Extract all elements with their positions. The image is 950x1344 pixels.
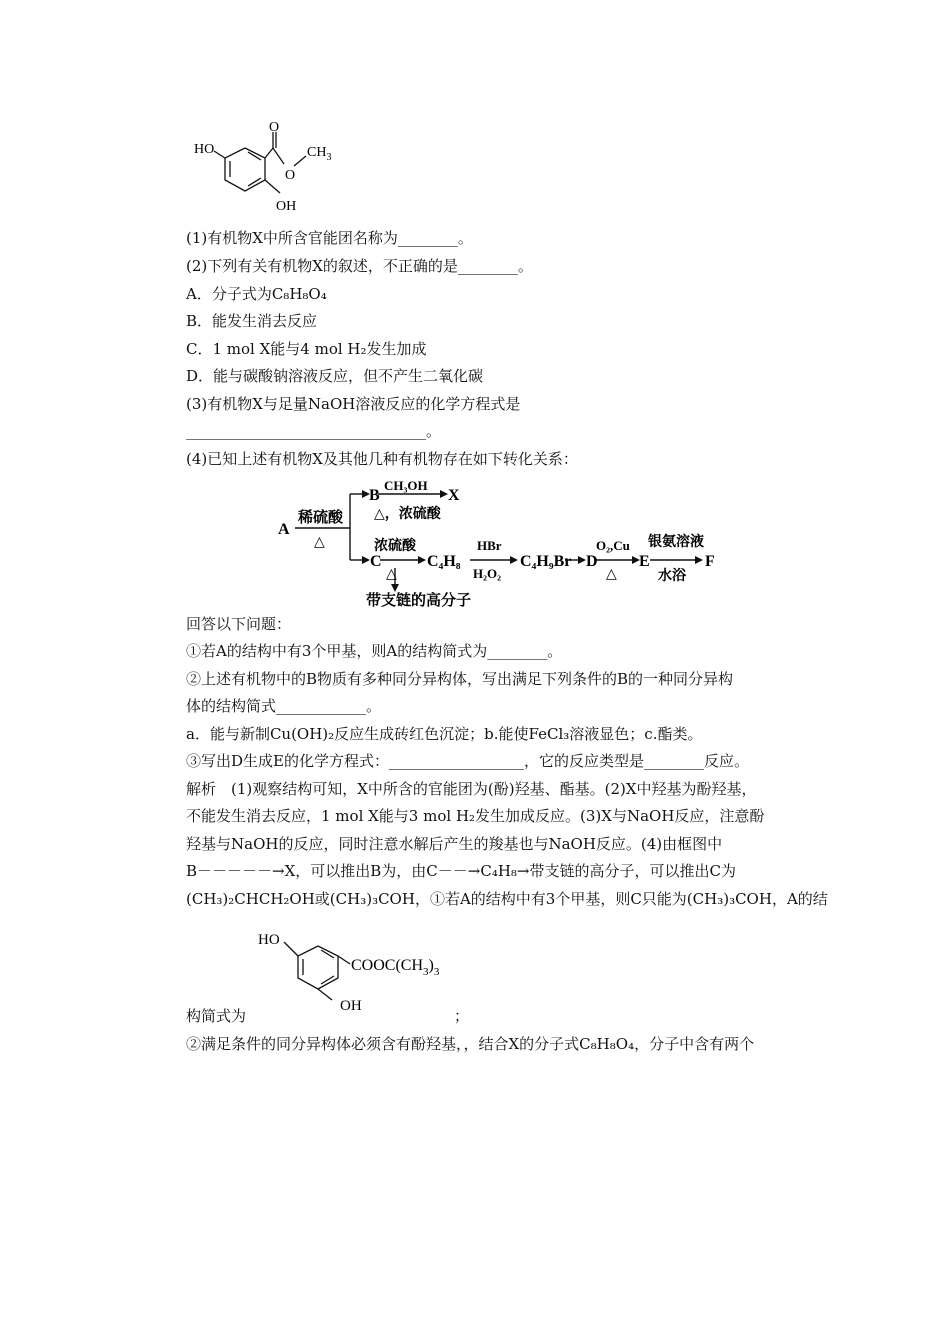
scheme-water-bath: 水浴 (658, 569, 686, 584)
a-oh-label: OH (340, 998, 362, 1014)
x-carbonyl-o: O (269, 120, 280, 135)
scheme-hbr: HBr (477, 538, 502, 553)
scheme-h2o2: H₂O₂ (473, 566, 502, 581)
reaction-scheme (270, 480, 740, 610)
option-a: A．分子式为C₈H₈O₄ (186, 285, 327, 303)
sub-question-2b: 体的结构简式____________。 (186, 697, 382, 715)
scheme-x: X (448, 487, 460, 504)
scheme-o2cu: O₂,Cu (596, 538, 630, 553)
explanation-line-6b: ； (454, 1007, 470, 1025)
scheme-delta-2: △ (386, 567, 397, 582)
scheme-ch3oh: CH₃OH (384, 480, 428, 493)
explanation-line-4: B－－－－－→X，可以推出B为，由C－－→C₄H₈→带支链的高分子，可以推出C为 (186, 862, 736, 880)
a-ho-label: HO (258, 932, 280, 948)
sub-question-2c: a．能与新制Cu(OH)₂反应生成砖红色沉淀；b.能使FeCl₃溶液显色；c.酯类。 (186, 725, 703, 743)
question-3-blank: ________________________________。 (186, 422, 442, 440)
question-2: (2)下列有关有机物X的叙述，不正确的是________。 (186, 257, 533, 275)
scheme-silver-ammonia: 银氨溶液 (648, 535, 704, 550)
scheme-branched-polymer: 带支链的高分子 (366, 593, 472, 609)
structure-a (256, 926, 476, 1016)
scheme-dilute-acid: 稀硫酸 (298, 510, 344, 526)
sub-question-1: ①若A的结构中有3个甲基，则A的结构简式为________。 (186, 642, 563, 660)
scheme-b: B (369, 487, 380, 504)
sub-question-2a: ②上述有机物中的B物质有多种同分异构体，写出满足下列条件的B的一种同分异构 (186, 670, 734, 688)
scheme-delta-3: △ (606, 567, 617, 582)
x-ho-label: HO (194, 142, 215, 157)
option-d: D．能与碳酸钠溶液反应，但不产生二氧化碳 (186, 367, 484, 385)
sub-question-3: ③写出D生成E的化学方程式：__________________，它的反应类型是________反应。 (186, 752, 749, 770)
question-3: (3)有机物X与足量NaOH溶液反应的化学方程式是 (186, 395, 521, 413)
structure-x (190, 118, 360, 218)
scheme-c4h8: C₄H₈ (427, 553, 461, 570)
scheme-d: D (586, 553, 598, 570)
scheme-c4h9br: C₄H₉Br (520, 553, 572, 570)
explanation-line-6a: 构简式为 (186, 1007, 247, 1025)
question-1: (1)有机物X中所含官能团名称为________。 (186, 229, 473, 247)
question-4: (4)已知上述有机物X及其他几种有机物存在如下转化关系： (186, 450, 578, 468)
scheme-conc-acid: 浓硫酸 (374, 539, 416, 554)
explanation-line-2: 不能发生消去反应，1 mol X能与3 mol H₂发生加成反应。(3)X与NaOH反应，注意酚 (186, 807, 765, 825)
scheme-delta-conc: △，浓硫酸 (374, 507, 441, 522)
explanation-line-5: (CH₃)₂CHCH₂OH或(CH₃)₃COH，①若A的结构中有3个甲基，则C只能为(CH₃)₃COH，A的结 (186, 890, 828, 908)
scheme-delta-1: △ (314, 535, 325, 550)
explanation-line-1: 解析 (1)观察结构可知，X中所含的官能团为(酚)羟基、酯基。(2)X中羟基为酚羟基， (186, 780, 757, 798)
x-oh-label: OH (276, 199, 297, 214)
scheme-c: C (370, 553, 382, 570)
x-ch3: $CH_3$ (307, 145, 332, 163)
option-b: B．能发生消去反应 (186, 312, 318, 330)
explanation-line-7: ②满足条件的同分异构体必须含有酚羟基，，结合X的分子式C₈H₈O₄，分子中含有两个 (186, 1035, 755, 1053)
x-ester-o: O (285, 168, 296, 183)
option-c: C．1 mol X能与4 mol H₂发生加成 (186, 340, 427, 358)
scheme-f: F (705, 553, 715, 570)
scheme-a: A (278, 521, 290, 538)
answer-intro: 回答以下问题： (186, 615, 292, 633)
scheme-e: E (639, 553, 650, 570)
a-ester-group: $COOC(CH_3)_3$ (351, 957, 440, 978)
explanation-line-3: 羟基与NaOH的反应，同时注意水解后产生的羧基也与NaOH反应。(4)由框图中 (186, 835, 723, 853)
